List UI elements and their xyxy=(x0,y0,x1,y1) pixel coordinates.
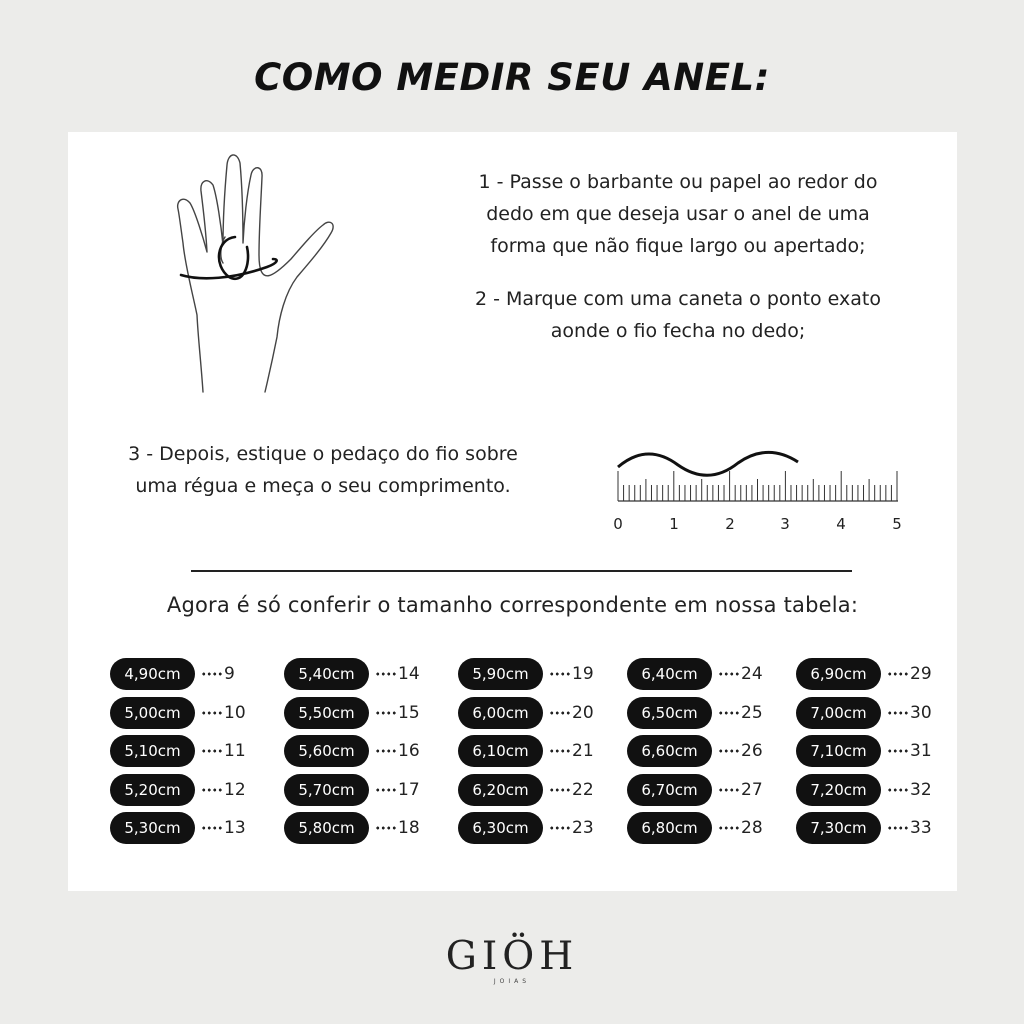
brand-tagline: JOIAS xyxy=(493,978,531,985)
ruler-label: 0 xyxy=(613,515,623,533)
dots-leader xyxy=(718,747,740,755)
size-row xyxy=(110,774,275,813)
dots-leader xyxy=(718,824,740,832)
ruler-label: 2 xyxy=(725,515,735,533)
size-row xyxy=(458,658,623,697)
ring-size: 30 xyxy=(910,702,932,723)
ring-size: 15 xyxy=(398,702,420,723)
size-row xyxy=(284,774,449,813)
size-row xyxy=(796,735,961,774)
ring-size: 13 xyxy=(224,818,246,838)
dots-leader xyxy=(718,786,740,794)
ruler-label: 3 xyxy=(780,515,790,533)
size-row xyxy=(458,774,623,813)
size-cm-pill: 6,90cm xyxy=(796,658,881,690)
size-cm-pill: 5,80cm xyxy=(284,812,369,844)
ruler-label: 4 xyxy=(836,515,846,533)
ring-size: 24 xyxy=(741,664,763,684)
size-column xyxy=(796,658,961,851)
dots-leader xyxy=(375,824,397,832)
dots-leader xyxy=(201,709,223,717)
size-cm-pill: 6,30cm xyxy=(458,812,543,844)
step-2-line: 2 - Marque com uma caneta o ponto exato xyxy=(475,288,881,310)
ruler-label: 1 xyxy=(669,515,679,533)
ring-size: 14 xyxy=(398,664,420,684)
table-prompt: Agora é só conferir o tamanho correspondente em nossa tabela: xyxy=(166,593,859,617)
dots-leader xyxy=(887,709,909,717)
ring-size: 22 xyxy=(572,779,594,800)
brand-logo xyxy=(412,934,612,985)
ring-size: 21 xyxy=(572,741,594,761)
step-3-line: 3 - Depois, estique o pedaço do fio sobre xyxy=(128,443,518,465)
ring-size: 11 xyxy=(224,741,246,761)
size-cm-pill: 5,70cm xyxy=(284,774,369,806)
size-cm-pill: 6,20cm xyxy=(458,774,543,806)
size-cm-pill: 6,60cm xyxy=(627,735,712,767)
size-cm-pill: 6,50cm xyxy=(627,697,712,729)
dots-leader xyxy=(201,747,223,755)
size-row xyxy=(627,735,792,774)
size-row xyxy=(627,774,792,813)
ring-size: 23 xyxy=(572,818,594,838)
size-cm-pill: 7,10cm xyxy=(796,735,881,767)
dots-leader xyxy=(375,747,397,755)
section-divider xyxy=(191,570,852,572)
size-column xyxy=(458,658,623,851)
dots-leader xyxy=(549,670,571,678)
dots-leader xyxy=(887,670,909,678)
ruler-string xyxy=(618,452,798,475)
ring-size: 16 xyxy=(398,741,420,761)
size-cm-pill: 7,00cm xyxy=(796,697,881,729)
size-cm-pill: 6,10cm xyxy=(458,735,543,767)
ring-size: 29 xyxy=(910,664,932,684)
step-2-line: aonde o fio fecha no dedo; xyxy=(550,320,806,342)
step-1-line: dedo em que deseja usar o anel de uma xyxy=(486,203,870,225)
size-cm-pill: 6,00cm xyxy=(458,697,543,729)
size-cm-pill: 4,90cm xyxy=(110,658,195,690)
step-3-line: uma régua e meça o seu comprimento. xyxy=(135,475,511,497)
ring-size: 25 xyxy=(741,702,763,723)
size-cm-pill: 5,30cm xyxy=(110,812,195,844)
step-1-line: 1 - Passe o barbante ou papel ao redor do xyxy=(478,171,878,193)
page-title: COMO MEDIR SEU ANEL: xyxy=(254,56,770,99)
size-row xyxy=(627,697,792,736)
size-row xyxy=(284,658,449,697)
size-row xyxy=(284,697,449,736)
hand-illustration-icon xyxy=(173,147,373,397)
size-cm-pill: 5,10cm xyxy=(110,735,195,767)
ring-size: 19 xyxy=(572,664,594,684)
ring-size: 26 xyxy=(741,741,763,761)
size-cm-pill: 6,70cm xyxy=(627,774,712,806)
dots-leader xyxy=(718,709,740,717)
brand-name: GIÖH xyxy=(445,934,579,979)
size-cm-pill: 6,40cm xyxy=(627,658,712,690)
size-row xyxy=(110,697,275,736)
step-2-text xyxy=(453,283,903,347)
ruler-illustration-icon xyxy=(613,445,913,535)
size-cm-pill: 7,20cm xyxy=(796,774,881,806)
ring-size: 32 xyxy=(910,779,932,800)
size-column xyxy=(110,658,275,851)
ruler-label: 5 xyxy=(892,515,902,533)
size-cm-pill: 5,60cm xyxy=(284,735,369,767)
size-row xyxy=(284,812,449,851)
size-cm-pill: 7,30cm xyxy=(796,812,881,844)
size-row xyxy=(627,812,792,851)
size-row xyxy=(110,812,275,851)
ring-size: 12 xyxy=(224,779,246,800)
ring-size: 18 xyxy=(398,818,420,838)
ruler-ticks xyxy=(618,471,897,501)
dots-leader xyxy=(375,786,397,794)
size-column xyxy=(284,658,449,851)
size-row xyxy=(110,658,275,697)
ring-size: 9 xyxy=(224,664,235,684)
step-1-text xyxy=(453,166,903,262)
size-cm-pill: 5,90cm xyxy=(458,658,543,690)
size-cm-pill: 5,20cm xyxy=(110,774,195,806)
size-cm-pill: 5,00cm xyxy=(110,697,195,729)
size-row xyxy=(458,697,623,736)
size-row xyxy=(796,812,961,851)
size-row xyxy=(458,735,623,774)
size-row xyxy=(796,697,961,736)
size-cm-pill: 5,40cm xyxy=(284,658,369,690)
ring-size: 28 xyxy=(741,818,763,838)
size-column xyxy=(627,658,792,851)
dots-leader xyxy=(375,709,397,717)
size-row xyxy=(284,735,449,774)
size-row xyxy=(796,658,961,697)
step-1-line: forma que não fique largo ou apertado; xyxy=(490,235,866,257)
dots-leader xyxy=(887,747,909,755)
dots-leader xyxy=(887,786,909,794)
dots-leader xyxy=(887,824,909,832)
dots-leader xyxy=(718,670,740,678)
ring-size: 10 xyxy=(224,702,246,723)
size-row xyxy=(458,812,623,851)
dots-leader xyxy=(375,670,397,678)
size-row xyxy=(796,774,961,813)
size-row xyxy=(110,735,275,774)
step-3-text xyxy=(98,438,548,502)
ring-size: 17 xyxy=(398,779,420,800)
dots-leader xyxy=(549,786,571,794)
size-table xyxy=(110,658,940,848)
ring-size: 33 xyxy=(910,818,932,838)
dots-leader xyxy=(549,824,571,832)
size-cm-pill: 6,80cm xyxy=(627,812,712,844)
ring-size: 31 xyxy=(910,741,932,761)
dots-leader xyxy=(549,747,571,755)
size-cm-pill: 5,50cm xyxy=(284,697,369,729)
dots-leader xyxy=(549,709,571,717)
dots-leader xyxy=(201,824,223,832)
dots-leader xyxy=(201,786,223,794)
dots-leader xyxy=(201,670,223,678)
ring-size: 20 xyxy=(572,702,594,723)
instructions-card xyxy=(68,132,957,891)
ring-size: 27 xyxy=(741,779,763,800)
size-row xyxy=(627,658,792,697)
